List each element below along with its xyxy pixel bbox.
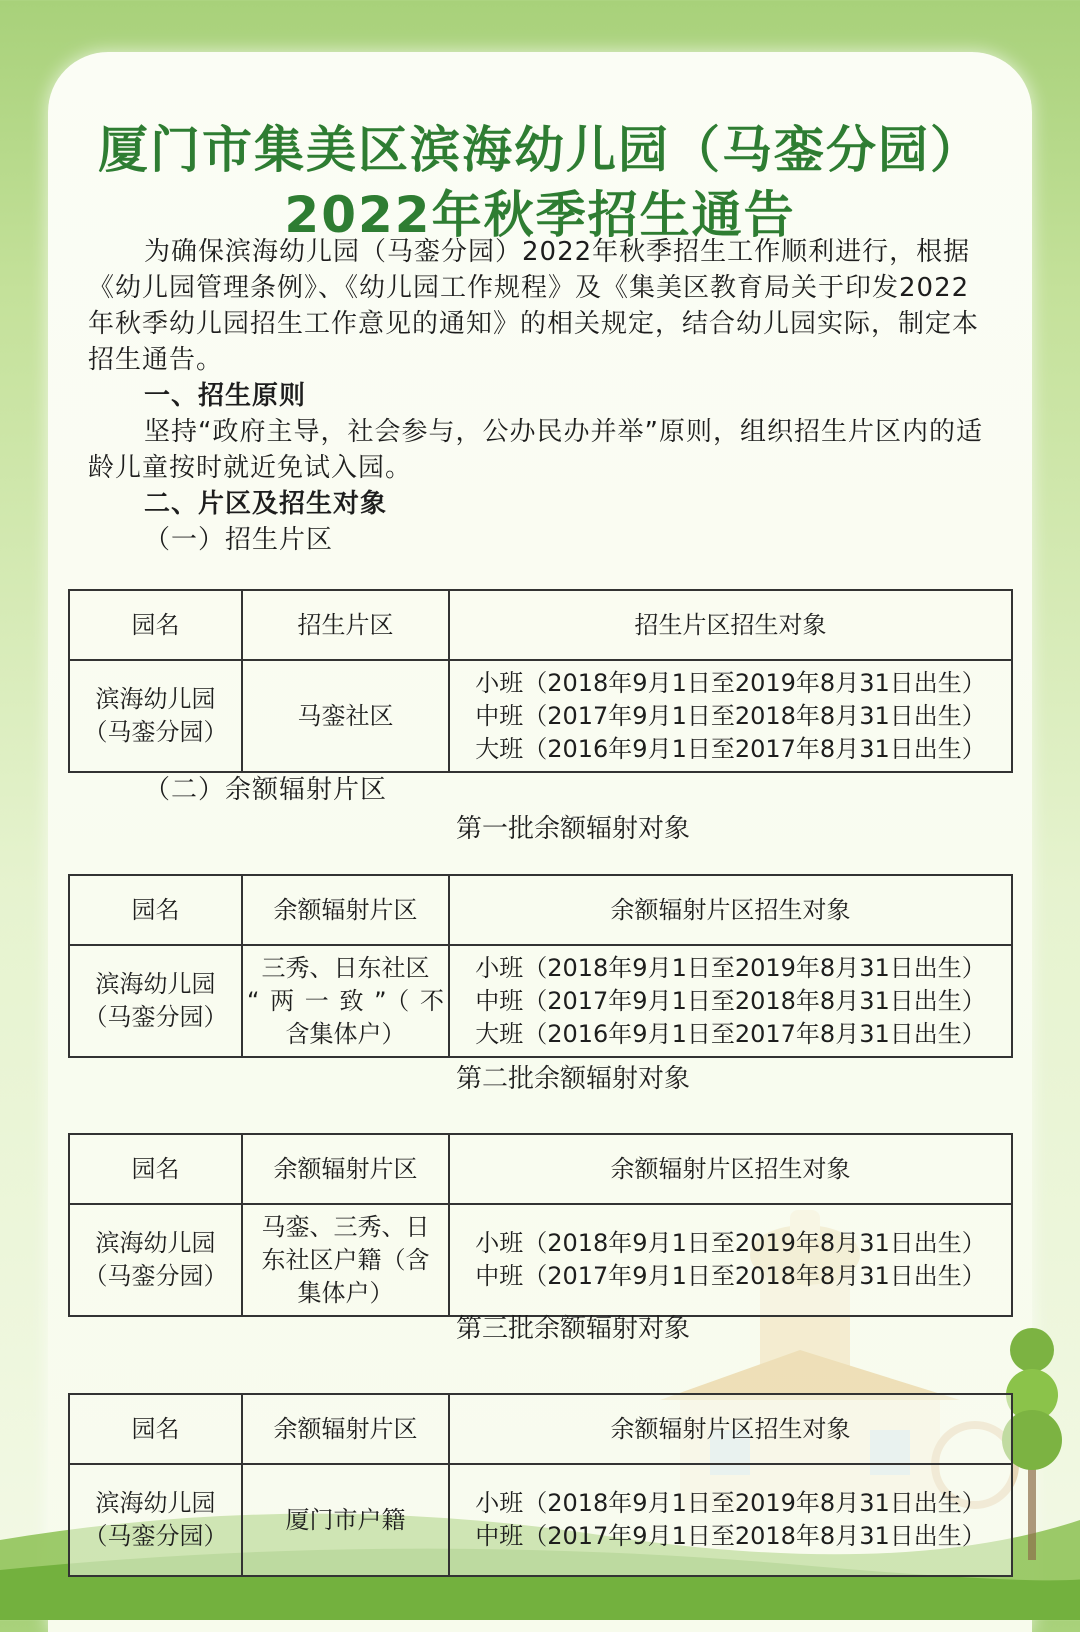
kindergarten-cell	[69, 660, 242, 772]
targets-cell	[449, 1204, 1012, 1316]
header-cell: 园名	[69, 590, 242, 660]
area-line: 含集体户）	[285, 1019, 406, 1048]
section2-part1-label: （一）招生片区	[144, 525, 334, 555]
header-cell: 余额辐射片区	[242, 1394, 449, 1464]
target-line: 小班（2018年9月1日至2019年8月31日出生）	[475, 668, 986, 697]
section1-heading: 一、招生原则	[144, 381, 307, 411]
header-cell: 招生片区	[242, 590, 449, 660]
kindergarten-name: 滨海幼儿园	[95, 1229, 216, 1257]
kindergarten-cell	[69, 1464, 242, 1576]
area-cell	[242, 945, 449, 1057]
section2-heading: 二、片区及招生对象	[144, 489, 388, 519]
batch1-label: 第一批余额辐射对象	[455, 814, 690, 844]
area-cell	[242, 1204, 449, 1316]
batch1-table	[68, 874, 1013, 1058]
kindergarten-branch: （马銮分园）	[83, 1262, 228, 1290]
header-cell: 余额辐射片区招生对象	[449, 875, 1012, 945]
targets-cell	[449, 945, 1012, 1057]
header-cell: 园名	[69, 875, 242, 945]
table-header-row	[69, 1394, 1012, 1464]
table-row	[69, 1204, 1012, 1316]
target-line: 大班（2016年9月1日至2017年8月31日出生）	[475, 1019, 986, 1048]
batch2-label: 第二批余额辐射对象	[455, 1064, 690, 1094]
kindergarten-branch: （马銮分园）	[83, 1522, 228, 1550]
target-line: 中班（2017年9月1日至2018年8月31日出生）	[475, 986, 986, 1015]
notice-title-line2: 2022年秋季招生通告	[284, 186, 796, 244]
table-header-row	[69, 590, 1012, 660]
table-header-row	[69, 875, 1012, 945]
targets-cell	[449, 1464, 1012, 1576]
area-line: 马銮、三秀、日	[261, 1212, 430, 1241]
intro-paragraph: 为确保滨海幼儿园（马銮分园）2022年秋季招生工作顺利进行，根据《幼儿园管理条例》、《幼儿园工作规程》及《集美区教育局关于印发2022年秋季幼儿园招生工作意见的通知》的相关规定，结合幼儿园实际，制定本招生通告。	[88, 237, 980, 375]
batch2-table	[68, 1133, 1013, 1317]
section1-text: 坚持“政府主导，社会参与，公办民办并举”原则，组织招生片区内的适龄儿童按时就近免试入园。	[88, 417, 983, 483]
target-line: 小班（2018年9月1日至2019年8月31日出生）	[475, 1489, 986, 1517]
target-line: 小班（2018年9月1日至2019年8月31日出生）	[475, 1229, 986, 1257]
area-line: 集体户）	[297, 1278, 394, 1307]
header-cell: 招生片区招生对象	[449, 590, 1012, 660]
area-line: “两一致”（不	[247, 986, 444, 1015]
area-line: 三秀、日东社区	[261, 953, 430, 982]
table-row	[69, 660, 1012, 772]
kindergarten-branch: （马銮分园）	[83, 1003, 228, 1031]
kindergarten-name: 滨海幼儿园	[95, 1489, 216, 1517]
batch3-label: 第三批余额辐射对象	[455, 1314, 690, 1344]
enrollment-area-table	[68, 589, 1013, 773]
area-cell: 厦门市户籍	[242, 1464, 449, 1576]
target-line: 中班（2017年9月1日至2018年8月31日出生）	[475, 1262, 986, 1290]
kindergarten-name: 滨海幼儿园	[95, 685, 216, 713]
kindergarten-branch: （马銮分园）	[83, 718, 228, 746]
header-cell: 园名	[69, 1394, 242, 1464]
header-cell: 余额辐射片区	[242, 1134, 449, 1204]
targets-cell	[449, 660, 1012, 772]
batch3-table	[68, 1393, 1013, 1577]
header-cell: 园名	[69, 1134, 242, 1204]
table-row	[69, 945, 1012, 1057]
area-cell: 马銮社区	[242, 660, 449, 772]
target-line: 中班（2017年9月1日至2018年8月31日出生）	[475, 1522, 986, 1550]
kindergarten-cell	[69, 945, 242, 1057]
kindergarten-name: 滨海幼儿园	[95, 970, 216, 998]
target-line: 中班（2017年9月1日至2018年8月31日出生）	[475, 701, 986, 730]
table-row	[69, 1464, 1012, 1576]
area-line: 东社区户籍（含	[261, 1245, 430, 1274]
header-cell: 余额辐射片区招生对象	[449, 1134, 1012, 1204]
header-cell: 余额辐射片区	[242, 875, 449, 945]
header-cell: 余额辐射片区招生对象	[449, 1394, 1012, 1464]
target-line: 大班（2016年9月1日至2017年8月31日出生）	[475, 734, 986, 763]
kindergarten-cell	[69, 1204, 242, 1316]
notice-title-line1: 厦门市集美区滨海幼儿园（马銮分园）	[98, 121, 982, 179]
table-header-row	[69, 1134, 1012, 1204]
section2-part2-label: （二）余额辐射片区	[144, 775, 388, 805]
target-line: 小班（2018年9月1日至2019年8月31日出生）	[475, 953, 986, 982]
